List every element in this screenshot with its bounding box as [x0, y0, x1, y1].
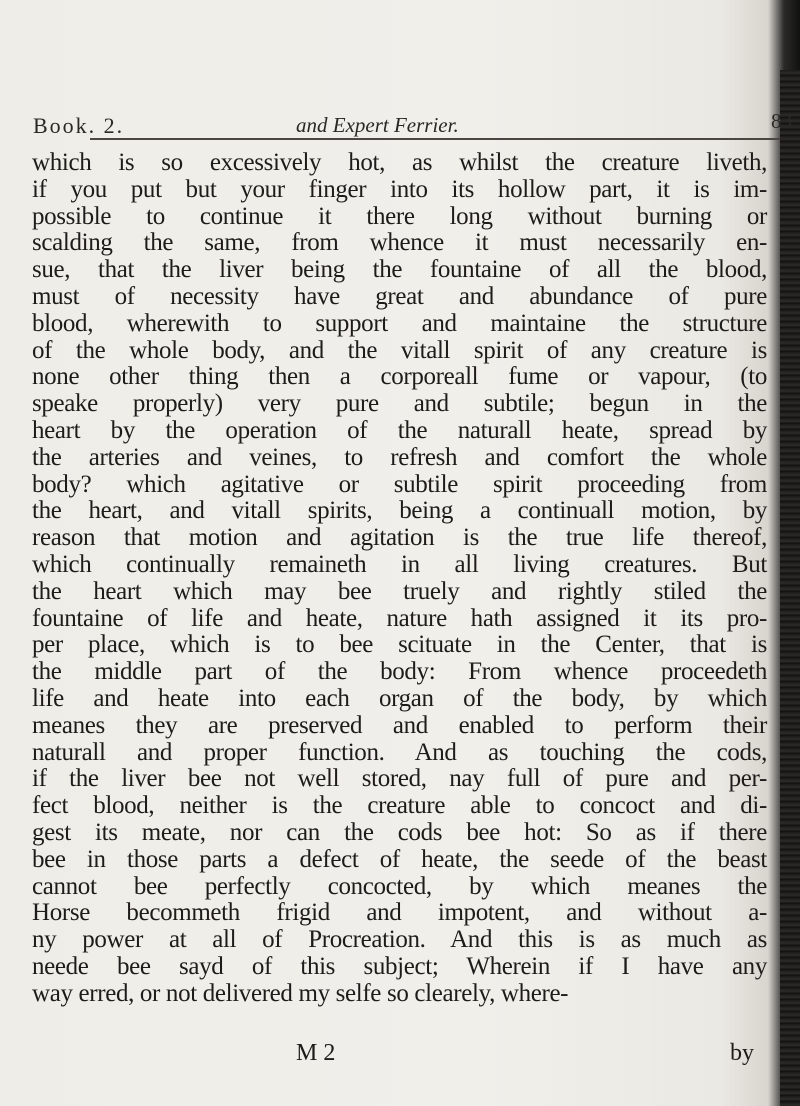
text-line: neede bee sayd of this subject; Wherein if I have any — [32, 952, 767, 980]
text-line: way erred, or not delivered my selfe so clearely, where- — [32, 979, 569, 1007]
text-line: none other thing then a corporeall fume or vapour, (to — [32, 363, 767, 391]
text-line: heart by the operation of the naturall heate, spread by — [32, 416, 767, 444]
running-title: and Expert Ferrier. — [296, 113, 459, 137]
page-footer — [30, 1040, 770, 1070]
text-line: of the whole body, and the vitall spirit of any creature is — [32, 336, 767, 364]
text-line: meanes they are preserved and enabled to perform their — [32, 711, 767, 739]
text-line: the middle part of the body: From whence proceedeth — [32, 658, 767, 686]
signature-mark: M 2 — [296, 1040, 336, 1066]
text-line: cannot bee perfectly concocted, by which meanes the — [32, 872, 767, 900]
text-line: body? which agitative or subtile spirit proceeding from — [32, 470, 767, 498]
text-line: the heart which may bee truely and rightly stiled the — [32, 577, 767, 605]
text-line: life and heate into each organ of the body, by which — [32, 684, 767, 712]
text-line: which is so excessively hot, as whilst the creature liveth, — [32, 149, 767, 176]
text-line: blood, wherewith to support and maintaine the structure — [32, 309, 767, 337]
page-header — [30, 103, 800, 143]
catchword: by — [730, 1040, 754, 1066]
text-line: if you put but your finger into its hollow part, it is im- — [32, 175, 767, 203]
book-label: Book. 2. — [33, 113, 125, 138]
text-line: the arteries and veines, to refresh and comfort the whole — [32, 443, 767, 471]
text-line: naturall and proper function. And as touching the cods, — [32, 738, 767, 766]
book-spine-edge — [780, 70, 800, 1106]
text-line: ny power at all of Procreation. And this is as much as — [32, 926, 767, 954]
text-line: scalding the same, from whence it must necessarily en- — [32, 229, 767, 257]
header-rule — [90, 138, 780, 140]
page-number: 83 — [771, 109, 792, 133]
text-line: Horse becommeth frigid and impotent, and without a- — [32, 899, 767, 927]
text-line: if the liver bee not well stored, nay full of pure and per- — [32, 765, 767, 793]
text-line: possible to continue it there long without burning or — [32, 202, 767, 230]
text-line: must of necessity have great and abundance of pure — [32, 282, 767, 310]
text-line: fountaine of life and heate, nature hath assigned it its pro- — [32, 604, 767, 632]
text-line: which continually remaineth in all living creatures. But — [32, 550, 767, 578]
text-line: fect blood, neither is the creature able to concoct and di- — [32, 792, 767, 820]
body-text — [32, 150, 767, 1008]
text-line: sue, that the liver being the fountaine of all the blood, — [32, 256, 767, 284]
text-line: bee in those parts a defect of heate, the seede of the beast — [32, 845, 767, 873]
text-line: reason that motion and agitation is the true life thereof, — [32, 524, 767, 552]
text-line: per place, which is to bee scituate in the Center, that is — [32, 631, 767, 659]
text-line: the heart, and vitall spirits, being a continuall motion, by — [32, 497, 767, 525]
text-line: gest its meate, nor can the cods bee hot: So as if there — [32, 818, 767, 846]
text-line: speake properly) very pure and subtile; begun in the — [32, 390, 767, 418]
